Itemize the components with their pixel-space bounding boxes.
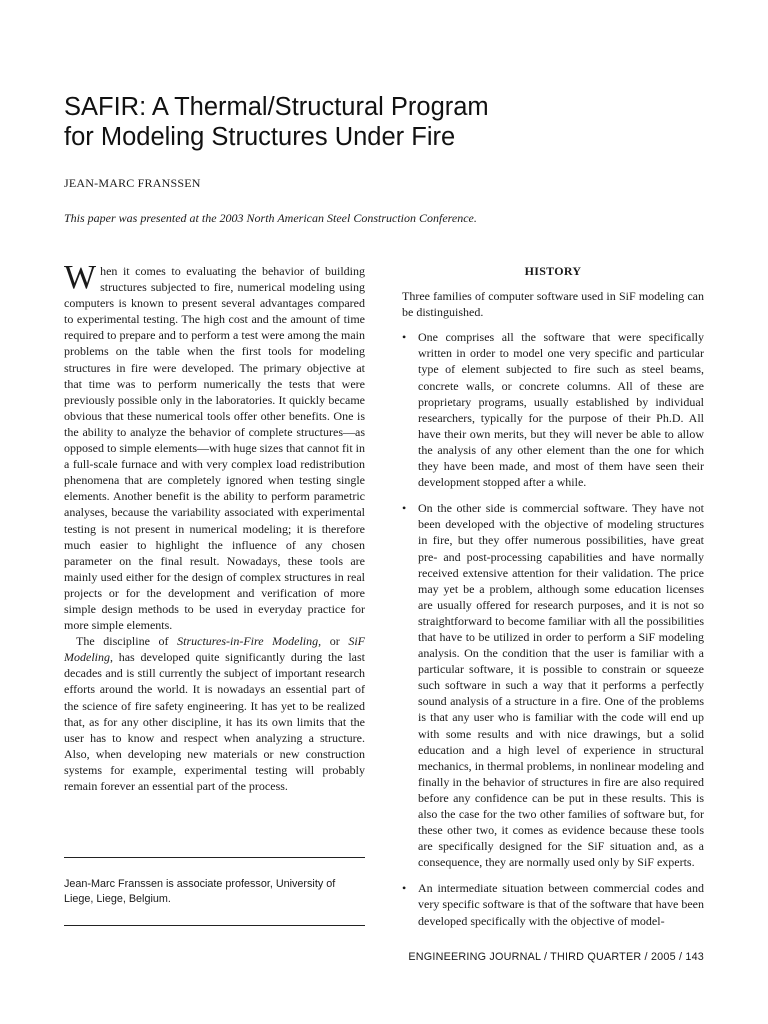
discipline-text-mid: , or <box>318 634 349 649</box>
intro-paragraph <box>64 259 365 633</box>
list-item <box>402 500 704 870</box>
software-families-list <box>402 329 704 928</box>
list-item-text: One comprises all the software that were specifically written in order to model one very specific and particular type of element subjected to fire such as steel beams, concrete walls, or concrete columns. All of these are proprietary programs, usually established by individual researchers, typically for the purpose of their Ph.D. All have their own merits, but they will never be able to allow the analysis of any other element than the one for which they have been made, and most of them have seen their development stopped after a while. <box>418 330 704 490</box>
title-line-1: SAFIR: A Thermal/Structural Program <box>64 93 489 121</box>
right-column <box>402 263 704 929</box>
discipline-paragraph <box>64 633 365 794</box>
list-item-text: An intermediate situation between commercial codes and very specific software is that of the software that have been developed specifically with the objective of model- <box>418 881 704 928</box>
discipline-term-sif-modeling: SiF Modeling <box>64 634 365 665</box>
list-item <box>402 880 704 928</box>
bullet-marker: • <box>402 501 407 516</box>
paper-title <box>64 92 724 152</box>
presentation-note: This paper was presented at the 2003 North American Steel Construction Conference. <box>64 211 477 225</box>
history-intro: Three families of computer software used in SiF modeling can be distinguished. <box>402 289 704 320</box>
discipline-text-rest: , has developed quite significantly during the last decades and is still currently the subject of important research efforts around the world. It is nowadays an essential part of the science of fire safety engineering. It has yet to be realized that, as for any other discipline, it has its own limits that the user has to know and respect when analyzing a structure. Also, when developing new materials or new construction systems for example, experimental testing will probably remain forever an essential part of the process. <box>64 650 365 793</box>
discipline-text-start: The discipline of <box>76 634 178 649</box>
intro-paragraph-text: hen it comes to evaluating the behavior of building structures subjected to fire, numerical modeling using computers is known to present several advantages compared to experimental testing. The high cost and the amount of time required to prepare and to perform a test were among the main problems on the table when the first tools for modeling structures in fire were developed. The primary objective at that time was to perform numerically the tests that were previously possible only in the laboratories. It quickly became obvious that these numerical tools offer other benefits. One is the ability to analyze the behavior of complete structures—as opposed to simple elements—with huge sizes that cannot fit in a full-scale furnace and with very complex load redistribution phenomena that are completely ignored when testing single elements. Another benefit is the ability to perform parametric analyses, because the variability associated with experimental testing is not present in numerical modeling; it is therefore much easier to highlight the influence of any chosen parameter on the final result. Nowadays, these tools are mainly used either for the design of complex structures in real projects or for the development and verification of more simple design methods to be used in everyday practice for more simple elements. <box>64 264 365 633</box>
list-item <box>402 329 704 490</box>
list-item-text: On the other side is commercial software. They have not been developed with the objective of modeling structures in fire, but they offer numerous possibilities, have great pre- and post-processing capabilities and have normally received extensive attention for their validation. The price may yet be a problem, although some education licenses are usually offered for research purposes, and it is not so straightforward to become familiar with all the possibilities that have to be utilized in order to perform a SiF modeling analysis. On the condition that the user is familiar with a particular software, it is possible to constrain or squeeze such software in such a way that it performs a perfectly sound analysis of a structure in a fire. One of the problems is that any user who is familiar with the code will end up with some results and with nice drawings, but a solid education and a high level of experience in structural mechanics, in thermal problems, in nonlinear modeling and finally in the behavior of structures in fire are also required before any confidence can be put in these results. This is also the case for the two other families of software but, for these other two, it comes as evidence because these tools are specifically designed for the SiF situation and, as a consequence, they are normally used only by SiF experts. <box>418 501 704 870</box>
left-column <box>64 259 365 794</box>
bullet-marker: • <box>402 881 407 896</box>
page-footer: ENGINEERING JOURNAL / THIRD QUARTER / 2005 / 143 <box>408 951 704 963</box>
footnote-rule-bottom <box>64 925 365 926</box>
discipline-term-sif: Structures-in-Fire Modeling <box>177 634 319 649</box>
author-footnote: Jean-Marc Franssen is associate professor, University of Liege, Liege, Belgium. <box>64 878 336 905</box>
title-line-2: for Modeling Structures Under Fire <box>64 123 456 151</box>
section-heading-history: HISTORY <box>524 264 582 278</box>
drop-cap: W <box>64 259 97 296</box>
footnote-rule-top <box>64 857 365 858</box>
author-name: JEAN-MARC FRANSSEN <box>64 176 201 190</box>
bullet-marker: • <box>402 330 407 345</box>
